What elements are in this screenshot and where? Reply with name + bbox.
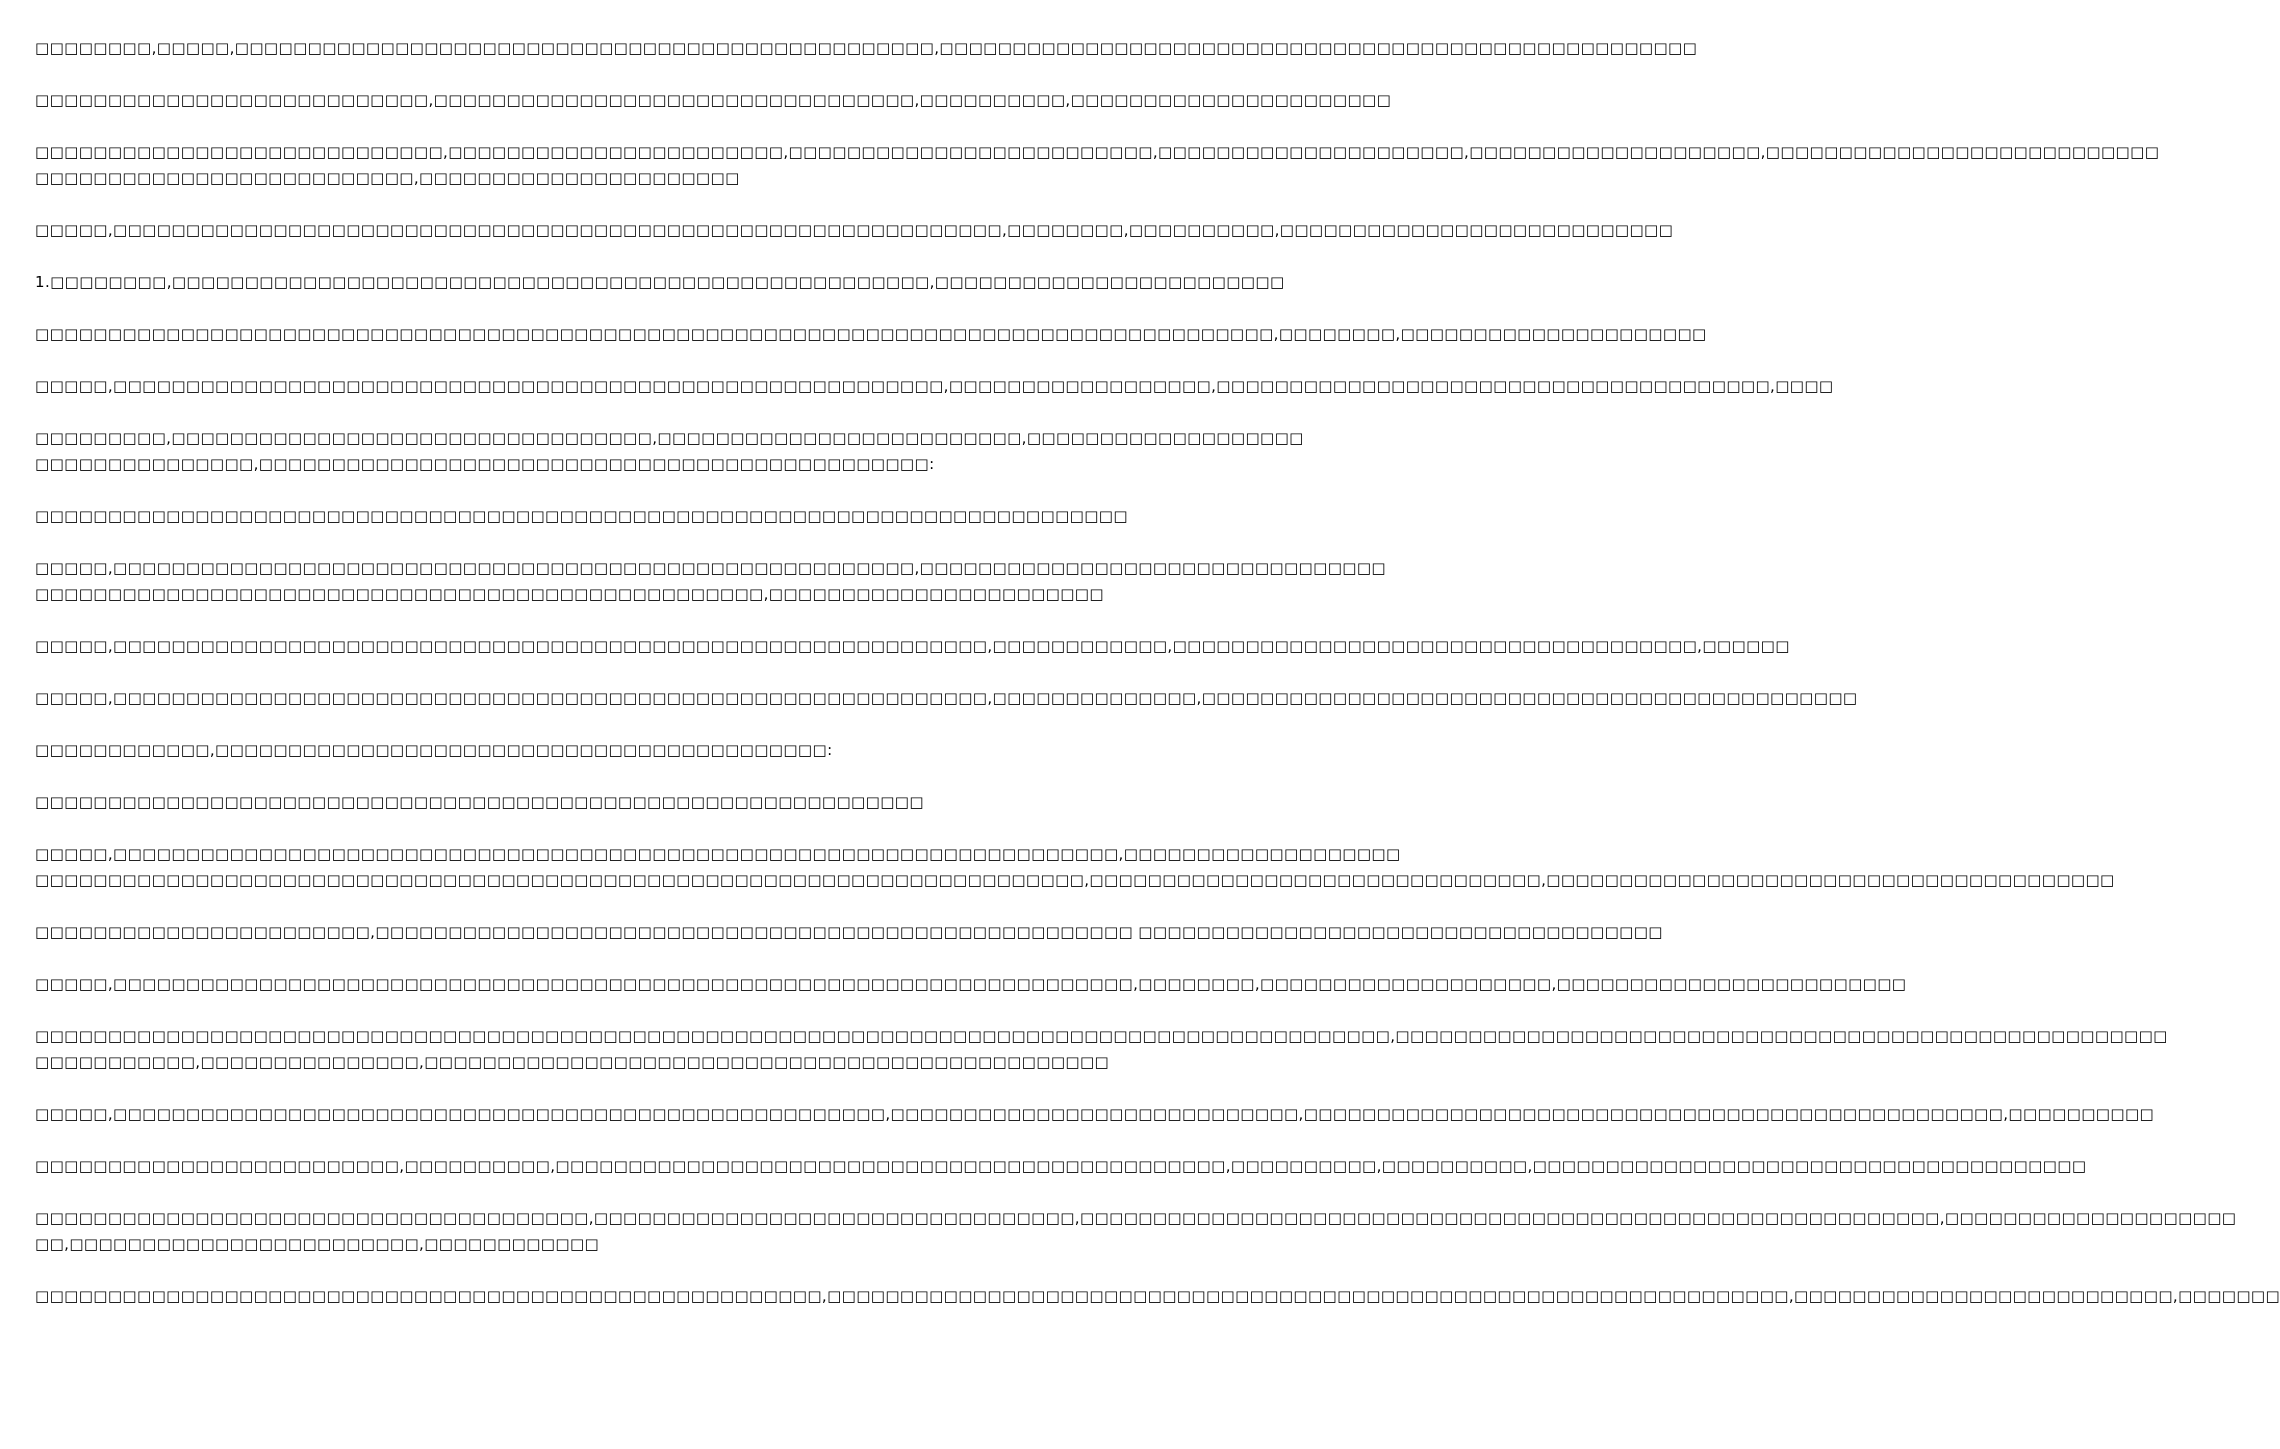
paragraph-line: □□□□□,□□□□□□□□□□□□□□□□□□□□□□□□□□□□□□□□□□□□□□□□□□□□□□□□□□□□□□□□□□□□□□□□□□□□□□,□□□□□□□□,□□□□□□□□□□□□□□□□□□□□,□□□□□□□□□□□□□□□□□□□□□□□□ — [35, 975, 1907, 993]
paragraph — [35, 633, 1790, 659]
paragraph-line: □□,□□□□□□□□□□□□□□□□□□□□□□□□,□□□□□□□□□□□□ — [35, 1235, 600, 1253]
paragraph-line: □□□□□□□□□□□□□□□□□□□□□□□□□□□,□□□□□□□□□□□□□□□□□□□□□□□□□□□□□□□□□,□□□□□□□□□□,□□□□□□□□□□□□□□□□□□□□□□ — [35, 91, 1392, 109]
paragraph-line: □□□□□□□□□□□□□□□□□□□□□□□□□□□□□□□□□□□□□□□□□□□□□□□□□□□□□□,□□□□□□□□□□□□□□□□□□□□□□□□□□□□□□□□□□□□□□□□□□□□□□□□□□□□□□□□□□□□□□□□□□,□□□□□□□□□□□□□□□□□□□□□□□□□□,□□□□□□□ — [35, 1287, 2280, 1305]
document-page — [35, 35, 2280, 1415]
paragraph-line: □□□□□□□□□□□,□□□□□□□□□□□□□□□,□□□□□□□□□□□□□□□□□□□□□□□□□□□□□□□□□□□□□□□□□□□□□□□ — [35, 1053, 1110, 1071]
paragraph-line: □□□□□□□□□,□□□□□□□□□□□□□□□□□□□□□□□□□□□□□□□□□,□□□□□□□□□□□□□□□□□□□□□□□□□,□□□□□□□□□□□□□□□□□□□ — [35, 429, 1304, 447]
paragraph — [35, 503, 1128, 529]
paragraph — [35, 217, 1674, 243]
paragraph-line: □□□□□□□□□□□□□□□□□□□□□□□□□□□□□□□□□□□□□□□□□□□□□□□□□□□□□□□□□□□□□□□□□□□□□□□□,□□□□□□□□□□□□□□□□□□□□□□□□□□□□□□□,□□□□□□□□□□□□□□□□□□□□□□□□□□□□□□□□□□□□□□□ — [35, 871, 2115, 889]
paragraph-line: □□□□□□□□□□□□□□□□□□□□□□□□□□□□□□□□□□□□□□□□□□□□□□□□□□,□□□□□□□□□□□□□□□□□□□□□□□ — [35, 585, 1104, 603]
paragraph — [35, 971, 1907, 997]
paragraph-line: □□□□□□□□□□□□□□□□□□□□□□□□□□□□□□□□□□□□□□□□□□□□□□□□□□□□□□□□□□□□□ — [35, 793, 924, 811]
paragraph — [35, 841, 2115, 893]
paragraph — [35, 269, 1285, 295]
paragraph — [35, 321, 1707, 347]
paragraph-line: □□□□□□□□□□□□□□□□□□□□□□□,□□□□□□□□□□□□□□□□□□□□□□□□□□□□□□□□□□□□□□□□□□□□□□□□□□□□ □□□□□□□□□□□□□□□□□□□□□□□□□□□□□□□□□□□□ — [35, 923, 1663, 941]
paragraph-line: □□□□□,□□□□□□□□□□□□□□□□□□□□□□□□□□□□□□□□□□□□□□□□□□□□□□□□□□□□□□□□□,□□□□□□□□□□□□□□□□□□,□□□□□□□□□□□□□□□□□□□□□□□□□□□□□□□□□□□□□□,□□□□ — [35, 377, 1834, 395]
paragraph — [35, 1101, 2155, 1127]
paragraph — [35, 425, 1304, 477]
paragraph — [35, 139, 2160, 191]
paragraph-line: □□□□□,□□□□□□□□□□□□□□□□□□□□□□□□□□□□□□□□□□□□□□□□□□□□□□□□□□□□□,□□□□□□□□□□□□□□□□□□□□□□□□□□□□,□□□□□□□□□□□□□□□□□□□□□□□□□□□□□□□□□□□□□□□□□□□□□□□□,□□□□□□□□□□ — [35, 1105, 2155, 1123]
paragraph — [35, 87, 1392, 113]
paragraph-line: □□□□□,□□□□□□□□□□□□□□□□□□□□□□□□□□□□□□□□□□□□□□□□□□□□□□□□□□□□□□□□□□□□,□□□□□□□□□□□□□□,□□□□□□□□□□□□□□□□□□□□□□□□□□□□□□□□□□□□□□□□□□□□□ — [35, 689, 1858, 707]
paragraph-line: □□□□□□□□□□□□□□□□□□□□□□□□□□,□□□□□□□□□□□□□□□□□□□□□□ — [35, 169, 740, 187]
paragraph-line: □□□□□□□□□□□□□□□□□□□□□□□□□□□□□□□□□□□□□□□□□□□□□□□□□□□□□□□□□□□□□□□□□□□□□□□□□□□ — [35, 507, 1128, 525]
paragraph-line: □□□□□□□□□□□□□□□□□□□□□□□□□,□□□□□□□□□□,□□□□□□□□□□□□□□□□□□□□□□□□□□□□□□□□□□□□□□□□□□□□□□,□□□□□□□□□□,□□□□□□□□□□,□□□□□□□□□□□□□□□□□□□□□□□□□□□□□□□□□□□□□□ — [35, 1157, 2087, 1175]
paragraph — [35, 373, 1834, 399]
paragraph-line: □□□□□□□□,□□□□□,□□□□□□□□□□□□□□□□□□□□□□□□□□□□□□□□□□□□□□□□□□□□□□□□,□□□□□□□□□□□□□□□□□□□□□□□□□□□□□□□□□□□□□□□□□□□□□□□□□□□□ — [35, 39, 1698, 57]
paragraph-line: □□□□□□□□□□□□□□□□□□□□□□□□□□□□□□□□□□□□□□□□□□□□□□□□□□□□□□□□□□□□□□□□□□□□□□□□□□□□□□□□□□□□□□□□□□□□□,□□□□□□□□□□□□□□□□□□□□□□□□□□□□□□□□□□□□□□□□□□□□□□□□□□□□□ — [35, 1027, 2168, 1045]
paragraph-line: □□□□□,□□□□□□□□□□□□□□□□□□□□□□□□□□□□□□□□□□□□□□□□□□□□□□□□□□□□□□□□□□□□,□□□□□□□□□□□□,□□□□□□□□□□□□□□□□□□□□□□□□□□□□□□□□□□□□,□□□□□□ — [35, 637, 1790, 655]
paragraph — [35, 789, 990, 815]
paragraph-line: □□□□□□□□□□□□□□□□□□□□□□□□□□□□□□□□□□□□□□□□□□□□□□□□□□□□□□□□□□□□□□□□□□□□□□□□□□□□□□□□□□□□□,□□□□□□□□,□□□□□□□□□□□□□□□□□□□□□ — [35, 325, 1707, 343]
paragraph — [35, 1023, 2168, 1075]
paragraph — [35, 555, 1386, 607]
paragraph — [35, 685, 1858, 711]
paragraph-line: □□□□□,□□□□□□□□□□□□□□□□□□□□□□□□□□□□□□□□□□□□□□□□□□□□□□□□□□□□□□□□□□□□□,□□□□□□□□,□□□□□□□□□□,□□□□□□□□□□□□□□□□□□□□□□□□□□□ — [35, 221, 1674, 239]
paragraph — [35, 919, 1663, 945]
paragraph-line: □□□□□,□□□□□□□□□□□□□□□□□□□□□□□□□□□□□□□□□□□□□□□□□□□□□□□□□□□□□□□□□□□□□□□□□□□□□,□□□□□□□□□□□□□□□□□□□ — [35, 845, 1401, 863]
paragraph-line: □□□□□,□□□□□□□□□□□□□□□□□□□□□□□□□□□□□□□□□□□□□□□□□□□□□□□□□□□□□□□,□□□□□□□□□□□□□□□□□□□□□□□□□□□□□□□□ — [35, 559, 1386, 577]
paragraph-line: □□□□□□□□□□□□□□□□□□□□□□□□□□□□,□□□□□□□□□□□□□□□□□□□□□□□,□□□□□□□□□□□□□□□□□□□□□□□□□,□□□□□□□□□□□□□□□□□□□□□,□□□□□□□□□□□□□□□□□□□□,□□□□□□□□□□□□□□□□□□□□□□□□□□□ — [35, 143, 2160, 161]
paragraph-line: □□□□□□□□□□□□,□□□□□□□□□□□□□□□□□□□□□□□□□□□□□□□□□□□□□□□□□□: — [35, 741, 833, 759]
paragraph — [35, 1283, 2280, 1309]
paragraph — [35, 737, 990, 763]
paragraph-line: □□□□□□□□□□□□□□□,□□□□□□□□□□□□□□□□□□□□□□□□□□□□□□□□□□□□□□□□□□□□□□: — [35, 455, 935, 473]
paragraph-line: 1.□□□□□□□□,□□□□□□□□□□□□□□□□□□□□□□□□□□□□□□□□□□□□□□□□□□□□□□□□□□□□,□□□□□□□□□□□□□□□□□□□□□□□□ — [35, 273, 1285, 291]
paragraph-line: □□□□□□□□□□□□□□□□□□□□□□□□□□□□□□□□□□□□□□,□□□□□□□□□□□□□□□□□□□□□□□□□□□□□□□□□,□□□□□□□□□□□□□□□□□□□□□□□□□□□□□□□□□□□□□□□□□□□□□□□□□□□□□□□□□□□,□□□□□□□□□□□□□□□□□□□□ — [35, 1209, 2237, 1227]
paragraph — [35, 1205, 2237, 1257]
paragraph — [35, 35, 1698, 61]
paragraph — [35, 1153, 2087, 1179]
